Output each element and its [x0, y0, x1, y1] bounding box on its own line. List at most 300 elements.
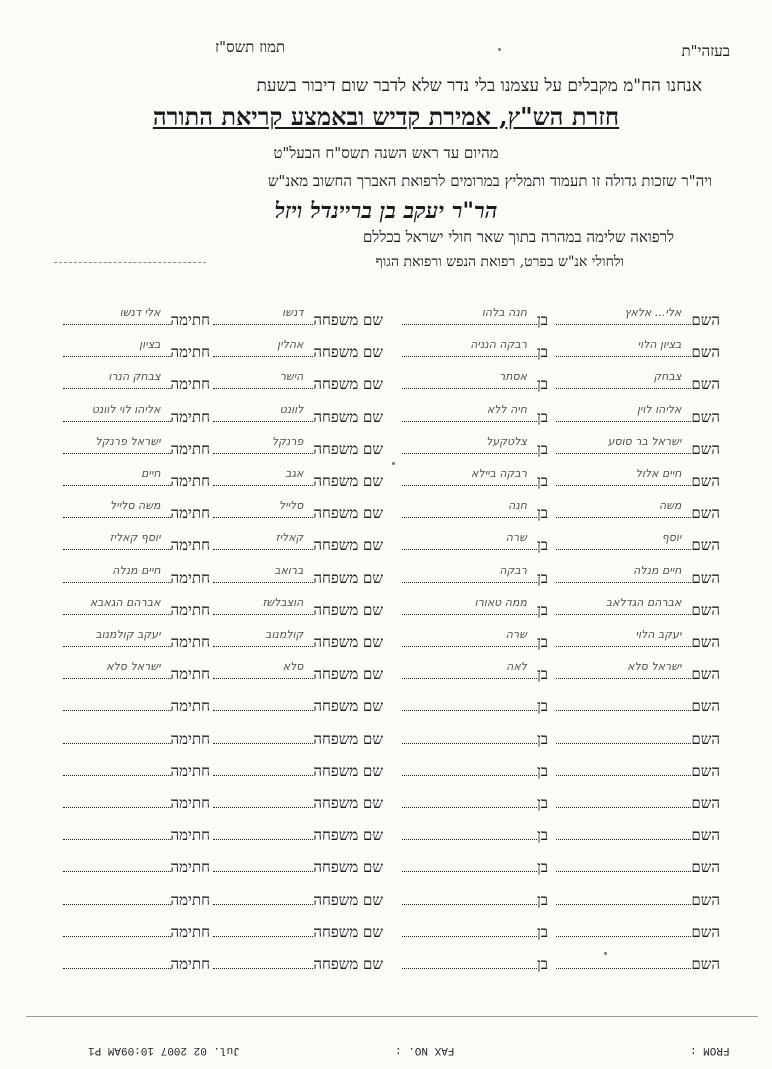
signature-field[interactable] [63, 954, 210, 974]
name-field-label: השם [691, 858, 720, 876]
name-field-label: השם [691, 794, 720, 812]
parent-name-field[interactable] [402, 338, 548, 362]
family-name-field-line [213, 696, 313, 711]
parent-name-field[interactable] [402, 467, 548, 491]
signature-field[interactable] [63, 922, 210, 942]
signature-field-line [63, 403, 171, 422]
name-field-line [556, 793, 691, 808]
table-row [50, 793, 720, 815]
name-field[interactable] [556, 467, 720, 491]
handwritten-family: פרנקל [271, 435, 304, 448]
name-field[interactable] [556, 857, 720, 877]
signature-field-label: חתימה [170, 891, 210, 909]
signature-field[interactable] [63, 825, 210, 845]
parent-name-field[interactable] [402, 306, 548, 330]
handwritten-family: סלייל [278, 499, 304, 512]
name-field-line [556, 338, 691, 357]
name-field-line [556, 370, 691, 389]
parent-name-field-line [402, 857, 537, 872]
handwritten-name: חיים מנלה [633, 564, 682, 577]
family-name-field-line [213, 954, 313, 969]
family-name-field-label: שם משפחה [313, 569, 383, 587]
signature-field-line [63, 338, 171, 357]
family-name-field-label: שם משפחה [313, 343, 383, 361]
parent-name-field-label: בן [536, 536, 548, 554]
handwritten-parent: חנה בלהו [481, 306, 527, 319]
parent-name-field-label: בן [536, 730, 548, 748]
family-name-field[interactable] [213, 564, 383, 588]
signature-field[interactable] [63, 467, 210, 491]
signature-field-label: חתימה [170, 858, 210, 876]
family-name-field-line [213, 596, 313, 615]
parent-name-field-line [402, 628, 537, 647]
signature-field[interactable] [63, 857, 210, 877]
handwritten-name: ישראל בר סוסע [607, 435, 682, 448]
name-field[interactable] [556, 696, 720, 716]
name-field-line [556, 596, 691, 615]
family-name-field[interactable] [213, 370, 383, 394]
table-row [50, 660, 720, 686]
signature-field-line [63, 531, 171, 550]
signature-field[interactable] [63, 306, 210, 330]
signature-field-line [63, 499, 171, 518]
signature-field[interactable] [63, 761, 210, 781]
family-name-field[interactable] [213, 435, 383, 459]
name-field[interactable] [556, 435, 720, 459]
pledge-intro: אנחנו הח"מ מקבלים על עצמנו בלי נדר שלא לדבר שום דיבור בשעת [256, 76, 702, 96]
parent-name-field[interactable] [402, 761, 548, 781]
family-name-field[interactable] [213, 338, 383, 362]
parent-name-field-line [402, 338, 537, 357]
signature-field-line [63, 370, 171, 389]
signature-field-line [63, 435, 171, 454]
parent-name-field[interactable] [402, 954, 548, 974]
parent-name-field[interactable] [402, 596, 548, 620]
signature-field-label: חתימה [170, 569, 210, 587]
handwritten-sig: חיים מנלה [112, 564, 161, 577]
name-field-line [556, 761, 691, 776]
header-date: תמוז תשס"ז [215, 38, 286, 56]
parent-name-field-label: בן [536, 375, 548, 393]
patient-name: הר"ר יעקב בן בריינדל ויזל [274, 198, 498, 224]
parent-name-field-line [402, 825, 537, 840]
family-name-field-label: שם משפחה [313, 923, 383, 941]
name-field[interactable] [556, 403, 720, 427]
table-row [50, 499, 720, 525]
signature-field-line [63, 467, 171, 486]
name-field[interactable] [556, 531, 720, 555]
handwritten-sig: אליהו לוי לוונט [91, 403, 161, 416]
handwritten-sig: יוסף קאליז [109, 531, 161, 544]
parent-name-field-label: בן [536, 569, 548, 587]
name-field-label: השם [691, 923, 720, 941]
name-field-label: השם [691, 536, 720, 554]
parent-name-field[interactable] [402, 890, 548, 910]
handwritten-parent: רבקה הנניה [470, 338, 527, 351]
signature-field-label: חתימה [170, 762, 210, 780]
table-row [50, 696, 720, 718]
parent-name-field-line [402, 793, 537, 808]
handwritten-sig: אברהם הגאבא [89, 596, 161, 609]
parent-name-field[interactable] [402, 793, 548, 813]
signature-field-label: חתימה [170, 311, 210, 329]
speck [498, 48, 501, 51]
signature-field-label: חתימה [170, 955, 210, 973]
handwritten-name: יוסף [661, 531, 682, 544]
signature-field-line [63, 890, 171, 905]
family-name-field[interactable] [213, 596, 383, 620]
family-name-field-label: שם משפחה [313, 826, 383, 844]
name-field[interactable] [556, 660, 720, 684]
name-field-label: השם [691, 569, 720, 587]
signature-field-label: חתימה [170, 665, 210, 683]
table-row [50, 628, 720, 654]
table-row [50, 729, 720, 751]
name-field[interactable] [556, 596, 720, 620]
signature-field[interactable] [63, 696, 210, 716]
handwritten-family: דנשו [282, 306, 304, 319]
parent-name-field-line [402, 499, 537, 518]
signature-field-line [63, 306, 171, 325]
parent-name-field-line [402, 696, 537, 711]
name-field[interactable] [556, 793, 720, 813]
name-field-line [556, 628, 691, 647]
name-field-line [556, 564, 691, 583]
signature-field[interactable] [63, 403, 210, 427]
speck [392, 462, 395, 465]
handwritten-family: קולמנוב [265, 628, 304, 641]
pledge-title: חזרת הש"ץ, אמירת קדיש ובאמצע קריאת התורה [152, 102, 620, 131]
parent-name-field-label: בן [536, 440, 548, 458]
name-field[interactable] [556, 370, 720, 394]
family-name-field[interactable] [213, 467, 383, 491]
family-name-field-label: שם משפחה [313, 472, 383, 490]
family-name-field-label: שם משפחה [313, 891, 383, 909]
parent-name-field-label: בן [536, 697, 548, 715]
family-name-field-label: שם משפחה [313, 697, 383, 715]
parent-name-field-line [402, 564, 537, 583]
fax-timestamp: Jul. 02 2007 10:09AM P1 [88, 1044, 240, 1056]
family-name-field[interactable] [213, 628, 383, 652]
family-name-field-label: שם משפחה [313, 633, 383, 651]
name-field-line [556, 857, 691, 872]
signature-field-line [63, 857, 171, 872]
family-name-field[interactable] [213, 306, 383, 330]
handwritten-name: צבחק [653, 370, 682, 383]
handwritten-sig: ישראל פרנקל [95, 435, 161, 448]
parent-name-field[interactable] [402, 696, 548, 716]
family-name-field-label: שם משפחה [313, 762, 383, 780]
signature-field[interactable] [63, 793, 210, 813]
table-row [50, 370, 720, 396]
family-name-field[interactable] [213, 922, 383, 942]
signature-field-label: חתימה [170, 472, 210, 490]
name-field-label: השם [691, 665, 720, 683]
pledge-community: ולחולי אנ"ש בפרט, רפואת הנפש ורפואת הגוף [375, 254, 624, 270]
family-name-field[interactable] [213, 954, 383, 974]
signature-field[interactable] [63, 564, 210, 588]
name-field-line [556, 660, 691, 679]
parent-name-field-label: בן [536, 923, 548, 941]
parent-name-field-label: בן [536, 408, 548, 426]
handwritten-name: אליהו לוין [636, 403, 682, 416]
family-name-field-label: שם משפחה [313, 408, 383, 426]
family-name-field-label: שם משפחה [313, 955, 383, 973]
handwritten-parent: רבקה [499, 564, 527, 577]
handwritten-name: אברהם הגדלאב [605, 596, 682, 609]
name-field-line [556, 467, 691, 486]
name-field[interactable] [556, 338, 720, 362]
family-name-field[interactable] [213, 660, 383, 684]
table-row [50, 531, 720, 557]
signature-field-label: חתימה [170, 730, 210, 748]
handwritten-name: בציון הלוי [637, 338, 682, 351]
name-field-label: השם [691, 343, 720, 361]
name-field-line [556, 954, 691, 969]
table-row [50, 825, 720, 847]
name-field[interactable] [556, 954, 720, 974]
name-field-label: השם [691, 408, 720, 426]
family-name-field[interactable] [213, 761, 383, 781]
signature-field-label: חתימה [170, 536, 210, 554]
parent-name-field-label: בן [536, 858, 548, 876]
parent-name-field-label: בן [536, 955, 548, 973]
name-field-line [556, 922, 691, 937]
parent-name-field-label: בן [536, 762, 548, 780]
handwritten-sig: אלי דנשו [119, 306, 161, 319]
parent-name-field-line [402, 306, 537, 325]
signature-field[interactable] [63, 370, 210, 394]
name-field-label: השם [691, 730, 720, 748]
name-field-line [556, 306, 691, 325]
name-field-label: השם [691, 955, 720, 973]
family-name-field-line [213, 499, 313, 518]
table-row [50, 922, 720, 944]
name-field-label: השם [691, 504, 720, 522]
parent-name-field[interactable] [402, 729, 548, 749]
parent-name-field[interactable] [402, 660, 548, 684]
page-edge [26, 1016, 758, 1017]
parent-name-field[interactable] [402, 370, 548, 394]
parent-name-field-line [402, 435, 537, 454]
family-name-field-label: שם משפחה [313, 504, 383, 522]
family-name-field-line [213, 628, 313, 647]
signature-field-line [63, 729, 171, 744]
table-row [50, 596, 720, 622]
signature-field[interactable] [63, 628, 210, 652]
speck [604, 952, 607, 955]
signature-field-line [63, 954, 171, 969]
name-field[interactable] [556, 306, 720, 330]
family-name-field[interactable] [213, 857, 383, 877]
family-name-field-label: שם משפחה [313, 375, 383, 393]
family-name-field-line [213, 531, 313, 550]
parent-name-field-label: בן [536, 826, 548, 844]
family-name-field-line [213, 467, 313, 486]
table-row [50, 890, 720, 912]
fax-from: FROM : [690, 1044, 730, 1056]
name-field-line [556, 825, 691, 840]
handwritten-family: אהלין [277, 338, 304, 351]
signature-field-label: חתימה [170, 697, 210, 715]
signature-field[interactable] [63, 890, 210, 910]
handwritten-name: ישראל סלא [627, 660, 682, 673]
family-name-field-line [213, 729, 313, 744]
handwritten-family: לוונט [279, 403, 304, 416]
name-field[interactable] [556, 922, 720, 942]
family-name-field-label: שם משפחה [313, 440, 383, 458]
name-field-label: השם [691, 891, 720, 909]
family-name-field-label: שם משפחה [313, 536, 383, 554]
family-name-field-line [213, 564, 313, 583]
handwritten-sig: חיים [141, 467, 161, 480]
signature-field-label: חתימה [170, 923, 210, 941]
parent-name-field-line [402, 729, 537, 744]
name-field-label: השם [691, 440, 720, 458]
signature-field-line [63, 793, 171, 808]
name-field-label: השם [691, 633, 720, 651]
signature-field[interactable] [63, 660, 210, 684]
handwritten-sig: בציון [139, 338, 161, 351]
signature-field-line [63, 761, 171, 776]
signature-field-line [63, 825, 171, 840]
handwritten-parent: שרה [505, 628, 527, 641]
table-row [50, 761, 720, 783]
handwritten-sig: ישראל סלא [106, 660, 161, 673]
handwritten-family: אגב [285, 467, 304, 480]
family-name-field-label: שם משפחה [313, 858, 383, 876]
parent-name-field-line [402, 954, 537, 969]
family-name-field[interactable] [213, 531, 383, 555]
family-name-field-line [213, 660, 313, 679]
parent-name-field-label: בן [536, 794, 548, 812]
signature-field[interactable] [63, 338, 210, 362]
family-name-field[interactable] [213, 890, 383, 910]
signature-field-label: חתימה [170, 826, 210, 844]
family-name-field[interactable] [213, 793, 383, 813]
family-name-field-label: שם משפחה [313, 311, 383, 329]
parent-name-field[interactable] [402, 628, 548, 652]
signature-field-label: חתימה [170, 408, 210, 426]
family-name-field[interactable] [213, 499, 383, 523]
parent-name-field-line [402, 890, 537, 905]
name-field-line [556, 696, 691, 711]
signature-field-label: חתימה [170, 440, 210, 458]
family-name-field-line [213, 857, 313, 872]
handwritten-name: חיים אלול [635, 467, 682, 480]
signature-field-label: חתימה [170, 504, 210, 522]
signature-field[interactable] [63, 531, 210, 555]
handwritten-sig: צבחק הנרו [108, 370, 161, 383]
name-field[interactable] [556, 628, 720, 652]
name-field[interactable] [556, 499, 720, 523]
parent-name-field[interactable] [402, 857, 548, 877]
family-name-field[interactable] [213, 696, 383, 716]
family-name-field[interactable] [213, 403, 383, 427]
parent-name-field[interactable] [402, 564, 548, 588]
parent-name-field[interactable] [402, 435, 548, 459]
family-name-field[interactable] [213, 825, 383, 845]
name-field-label: השם [691, 311, 720, 329]
signature-field[interactable] [63, 596, 210, 620]
pledge-merit: ויה"ר שזכות גדולה זו תעמוד ותמליץ במרומים לרפואת האברך החשוב מאנ"ש [267, 172, 712, 190]
name-field[interactable] [556, 890, 720, 910]
table-row [50, 338, 720, 364]
parent-name-field-label: בן [536, 601, 548, 619]
handwritten-name: אלי... אלאץ [624, 306, 682, 319]
divider [54, 262, 206, 263]
signature-field-line [63, 660, 171, 679]
name-field-line [556, 403, 691, 422]
parent-name-field-label: בן [536, 891, 548, 909]
name-field-line [556, 499, 691, 518]
handwritten-family: סלא [282, 660, 304, 673]
pledge-period: מהיום עד ראש השנה תשס"ח הבעל"ט [273, 144, 499, 162]
handwritten-sig: משה סלייל [110, 499, 161, 512]
family-name-field-line [213, 761, 313, 776]
handwritten-family: קאליז [275, 531, 304, 544]
pledge-healing: לרפואה שלימה במהרה בתוך שאר חולי ישראל בכללם [362, 228, 674, 246]
handwritten-family: ברואב [274, 564, 304, 577]
parent-name-field[interactable] [402, 499, 548, 523]
handwritten-parent: ממה טאורו [474, 596, 527, 609]
table-row [50, 306, 720, 332]
parent-name-field[interactable] [402, 922, 548, 942]
name-field-label: השם [691, 826, 720, 844]
signature-field[interactable] [63, 729, 210, 749]
handwritten-parent: חנה [508, 499, 527, 512]
name-field[interactable] [556, 825, 720, 845]
handwritten-family: הישר [279, 370, 304, 383]
signature-field-line [63, 922, 171, 937]
handwritten-parent: רבקה ביילא [470, 467, 527, 480]
family-name-field-line [213, 338, 313, 357]
signature-field[interactable] [63, 435, 210, 459]
table-row [50, 403, 720, 429]
signature-field[interactable] [63, 499, 210, 523]
family-name-field[interactable] [213, 729, 383, 749]
name-field[interactable] [556, 761, 720, 781]
parent-name-field-line [402, 660, 537, 679]
parent-name-field[interactable] [402, 531, 548, 555]
parent-name-field[interactable] [402, 403, 548, 427]
family-name-field-label: שם משפחה [313, 601, 383, 619]
signature-field-label: חתימה [170, 343, 210, 361]
family-name-field-label: שם משפחה [313, 794, 383, 812]
parent-name-field-label: בן [536, 343, 548, 361]
name-field-label: השם [691, 697, 720, 715]
table-row [50, 857, 720, 879]
handwritten-family: הוצבלשז [262, 596, 304, 609]
signature-field-label: חתימה [170, 375, 210, 393]
name-field[interactable] [556, 564, 720, 588]
signature-field-label: חתימה [170, 601, 210, 619]
signature-field-line [63, 696, 171, 711]
name-field-line [556, 435, 691, 454]
name-field-line [556, 531, 691, 550]
handwritten-name: משה [658, 499, 682, 512]
signature-field-label: חתימה [170, 794, 210, 812]
name-field-label: השם [691, 472, 720, 490]
parent-name-field-label: בן [536, 504, 548, 522]
name-field-label: השם [691, 762, 720, 780]
handwritten-parent: שרה [505, 531, 527, 544]
name-field[interactable] [556, 729, 720, 749]
parent-name-field[interactable] [402, 825, 548, 845]
table-row [50, 564, 720, 590]
family-name-field-line [213, 793, 313, 808]
table-row [50, 467, 720, 493]
